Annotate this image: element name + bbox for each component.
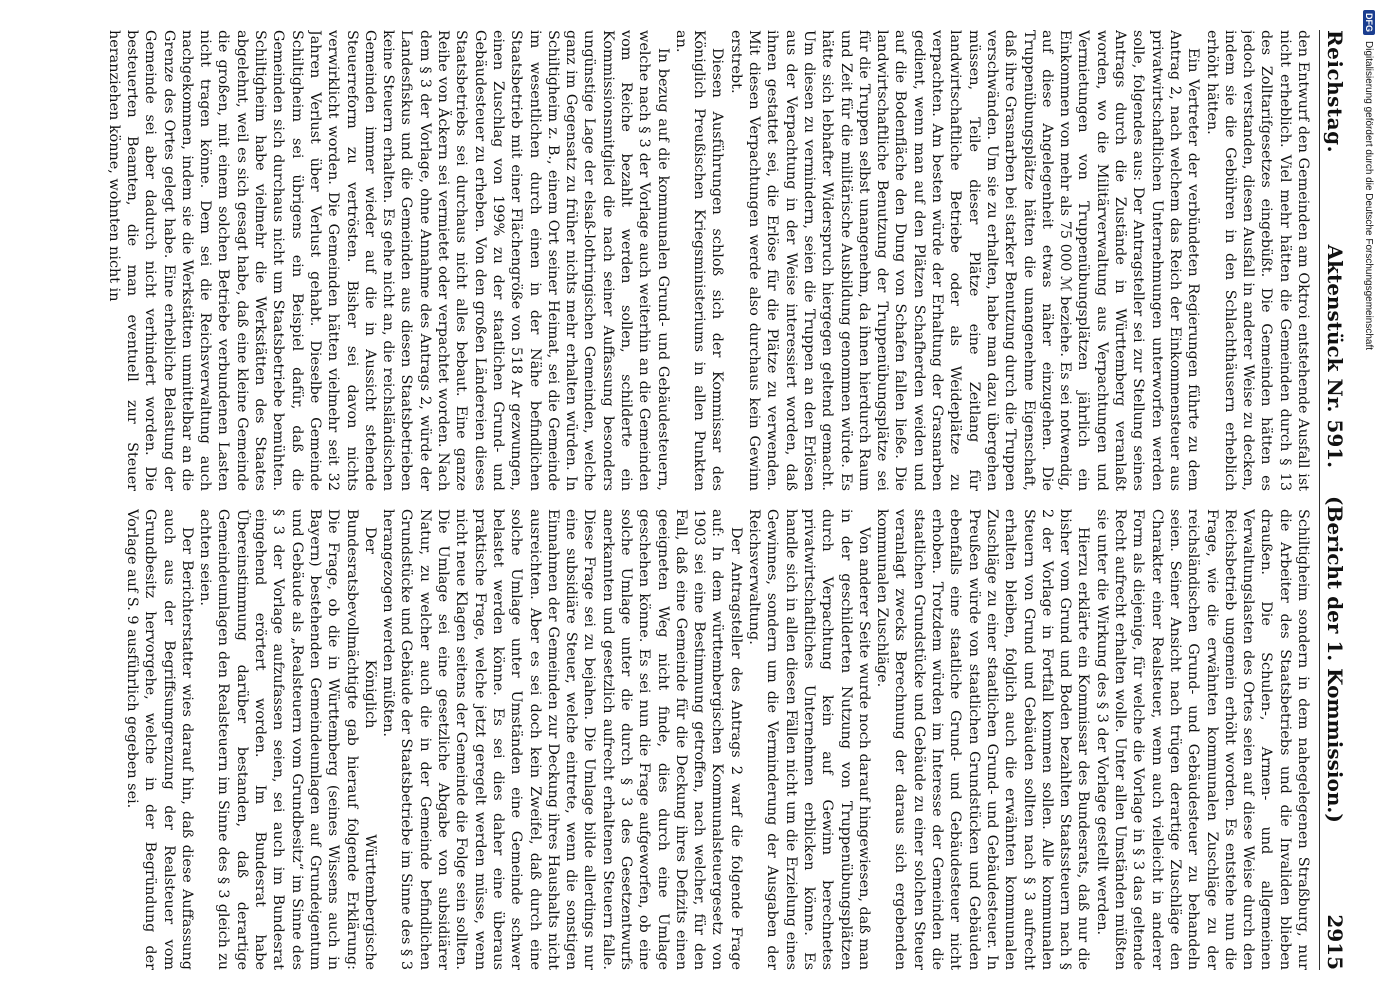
digitization-credit: Digitalisierung gefördert durch die Deutsche Forschungsgemeinschaft [1363,41,1375,351]
running-header [1319,30,1350,970]
text-columns [82,30,1312,970]
header-left: Reichstag. [1323,30,1347,154]
page-number: 2915 [1323,914,1347,970]
paragraph: Von anderer Seite wurde noch darauf hingewiesen, daß man in der geschilderten Nutzung von Truppenübungsplätzen durch Verpachtung kein auf Gewinn berechnetes privatwirtschaftliches Unternehmen erblicken könne. Es handle sich in allen diesen Fällen nicht um die Erzielung eines Gewinnes, sondern um die Verminderung der Ausgaben der Reichsverwaltung. [746,509,872,970]
rotated-content-area [70,30,1350,970]
paragraph: Schiltigheim sondern in dem nahegelegenen Straßburg, nur die Arbeiter des Staatsbetriebs und die Invaliden blieben draußen. Die Schulen-, Armen- und allgemeinen Verwaltungslasten des Ortes seien auf diese Weise durch den Reichsbetrieb ungemein erhöht worden. Es entstehe nun die Frage, wie die erwähnten kommunalen Zuschläge zu der reichsländischen Grund- und Gebäudesteuer zu behandeln seien. Seiner Ansicht nach trügen derartige Zuschläge den Charakter einer Realsteuer, wenn auch vielleicht in anderer Form als diejenige, für welche die Vorlage in § 3 das geltende Recht aufrecht erhalten wolle. Unter allen Umständen müßten sie unter die Wirkung des § 3 der Vorlage gestellt werden. [1093,509,1311,970]
paragraph: Hierzu erklärte ein Kommissar des Bundesrats, daß nur die bisher vom Grund und Boden bezahlten Staatssteuern nach § 2 der Vorlage in Fortfall kommen sollen. Alle kommunalen Steuern von Grund und Gebäuden sollten nach § 3 aufrecht erhalten bleiben, folglich auch die erwähnten kommunalen Zuschläge zu einer staatlichen Grund- und Gebäudesteuer. In Preußen würde von staatlichen Grundstücken und Gebäuden ebenfalls eine staatliche Grund- und Gebäudesteuer nicht erhoben. Trotzdem würden im Interesse der Gemeinden die staatlichen Grundstücke und Gebäude zu einer solchen Steuer veranlagt zwecks Berechnung der daraus sich ergebenden kommunalen Zuschläge. [874,509,1092,970]
paragraph: Der Antragsteller des Antrags 2 warf die folgende Frage auf: In dem württembergischen Kommunalsteuergesetz von 1903 sei eine Bestimmung getroffen, nach welcher, für den Fall, daß eine Gemeinde für die Deckung ihres Defizits einen geeigneten Weg nicht finde, dies durch eine Umlage geschehen könne. Es sei nun die Frage aufgeworfen, ob eine solche Umlage unter die durch § 3 des Gesetzentwurfs anerkannten und gesetzlich aufrecht erhaltenen Steuern falle. Diese Frage sei zu bejahen. Die Umlage bilde allerdings nur eine subsidiäre Steuer, welche eintrete, wenn die sonstigen Einnahmen der Gemeinden zur Deckung ihres Haushalts nicht ausreichten. Aber es sei doch kein Zweifel, daß durch eine solche Umlage unter Umständen eine Gemeinde schwer belastet werden könne. Es sei dies daher eine überaus praktische Frage, welche jetzt geregelt werden müsse, wenn nicht neue Klagen seitens der Gemeinde die Folge sein sollten. Die Umlage sei eine gesetzliche Abgabe von subsidiärer Natur, zu welcher auch die in der Gemeinde befindlichen Grundstücke und Gebäude der Staatsbetriebe im Sinne des § 3 herangezogen werden müßten. [380,509,744,970]
paragraph: In bezug auf die kommunalen Grund- und Gebäudesteuern, welche nach § 3 der Vorlage auch weiterhin an die Gemeinden vom Reiche bezahlt werden sollen, schilderte ein Kommissionsmitglied die nach seiner Auffassung besonders ungünstige Lage der elsaß-lothringischen Gemeinden, welche ganz im Gegensatz zu früher nichts mehr erhalten würden. In Schiltigheim z. B., einem Ort seiner Heimat, sei die Gemeinde im wesentlichen durch einen in der Nähe befindlichen Staatsbetrieb mit einer Flächengröße von 518 Ar gezwungen, einen Zuschlag von 199% zu der staatlichen Grund- und Gebäudesteuer zu erheben. Von den großen Ländereien dieses Staatsbetriebs sei durchaus nicht alles bebaut. Eine ganze Reihe von Äckern sei vermietet oder verpachtet worden. Nach dem § 3 der Vorlage, ohne Annahme des Antrags 2, würde der Landesfiskus und die Gemeinden aus diesen Staatsbetrieben keine Steuern erhalten. Es gehe nicht an, die reichsländischen Gemeinden immer wieder auf die in Aussicht stehende Steuerreform zu vertrösten. Bisher sei davon nichts verwirklicht worden. Die Gemeinden hätten vielmehr seit 32 Jahren Verlust über Verlust gehabt. Dieselbe Gemeinde Schiltigheim sei übrigens ein Beispiel dafür, daß die Gemeinden sich durchaus nicht um Staatsbetriebe bemühten. Schiltigheim habe vielmehr die Werkstätten des Staates abgelehnt, weil es sich gesagt habe, daß eine kleine Gemeinde die großen, mit einem solchen Betriebe verbundenen Lasten nicht tragen könne. Dem sei die Reichsverwaltung auch nachgekommen, indem sie die Werkstätten unmittelbar an die Grenze des Ortes gelegt habe. Eine erhebliche Belastung der Gemeinde sei aber dadurch nicht verhindert worden. Die besteuerten Beamten, die man eventuell zur Steuer heranziehen könne, wohnten nicht in [105,30,671,491]
paragraph: Der Berichterstatter wies darauf hin, daß diese Auffassung auch aus der Begriffsumgrenzung der Realsteuer vom Grundbesitz hervorgehe, welche in der Begründung der Vorlage auf S. 9 ausführlich gegeben sei. [124,509,195,970]
digitization-note [1359,10,1379,630]
column-left [82,30,1312,491]
paragraph: den Entwurf den Gemeinden am Oktroi entstehende Ausfall ist nicht erheblich. Viel mehr hätten die Gemeinden durch § 13 des Zolltarifgesetzes eingebüßt. Die Gemeinden hätten es jedoch verstanden, diesen Ausfall in anderer Weise zu decken, indem sie die Gebühren in den Schlachthäusern erheblich erhöht hätten. [1203,30,1311,491]
paragraph: Ein Vertreter der verbündeten Regierungen führte zu dem Antrag 2, nach welchem das Reich der Einkommensteuer aus privatwirtschaftlichen Unternehmungen unterworfen werden solle, folgendes aus: Der Antragsteller sei zur Stellung seines Antrags durch die Zustände in Württemberg veranlaßt worden, wo die Militärverwaltung aus Verpachtungen und Vermietungen von Truppenübungsplätzen jährlich ein Einkommen von mehr als 75 000 ℳ beziehe. Es sei notwendig, auf diese Angelegenheit etwas näher einzugehen. Die Truppenübungsplätze hätten die unangenehme Eigenschaft, daß ihre Grasnarben bei starker Benutzung durch die Truppen verschwänden. Um sie zu erhalten, habe man dazu übergehen müssen, Teile dieser Plätze eine Zeitlang für landwirtschaftliche Betriebe oder als Weideplätze zu verpachten. Am besten würde der Erhaltung der Grasnarben gedient, wenn man auf den Plätzen Schafherden weiden und auf die Bodenfläche den Dung von Schafen fallen ließe. Die landwirtschaftliche Benutzung der Truppenübungsplätze sei für die Truppen selbst unangenehm, da ihnen hierdurch Raum und Zeit für die militärische Ausbildung genommen würde. Es hätte sich lebhafter Widerspruch hiergegen geltend gemacht. Um diesen zu vermindern, seien die Truppen an den Erlösen aus der Verpachtung in der Weise interessiert worden, daß ihnen gestattet sei, die Erlöse für die Plätze zu verwenden. Mit diesen Verpachtungen werde also durchaus kein Gewinn erstrebt. [727,30,1202,491]
header-center-title: Aktenstück Nr. 591. [1323,244,1347,469]
dfg-logo: DFG [1363,10,1375,35]
header-center [1323,153,1347,914]
column-right [82,509,1312,970]
page-content [70,30,1350,970]
header-center-subtitle: (Bericht der 1. Kommission.) [1323,495,1347,823]
paragraph: Diesen Ausführungen schloß sich der Kommissar des Königlich Preußischen Kriegsministeriums in allen Punkten an. [672,30,726,491]
paragraph: Der Königlich Württembergische Bundesratsbevollmächtigte gab hierauf folgende Erklärung: Die Frage, ob die in Württemberg (seines Wissens auch in Bayern) bestehenden Gemeindeumlagen auf Grundeigentum und Gebäude als „Realsteuern vom Grundbesitz“ im Sinne des § 3 der Vorlage aufzufassen seien, sei auch im Bundesrat eingehend erörtert worden. Im Bundesrat habe Übereinstimmung darüber bestanden, daß derartige Gemeindeumlagen den Realsteuern im Sinne des § 3 gleich zu achten seien. [197,509,378,970]
